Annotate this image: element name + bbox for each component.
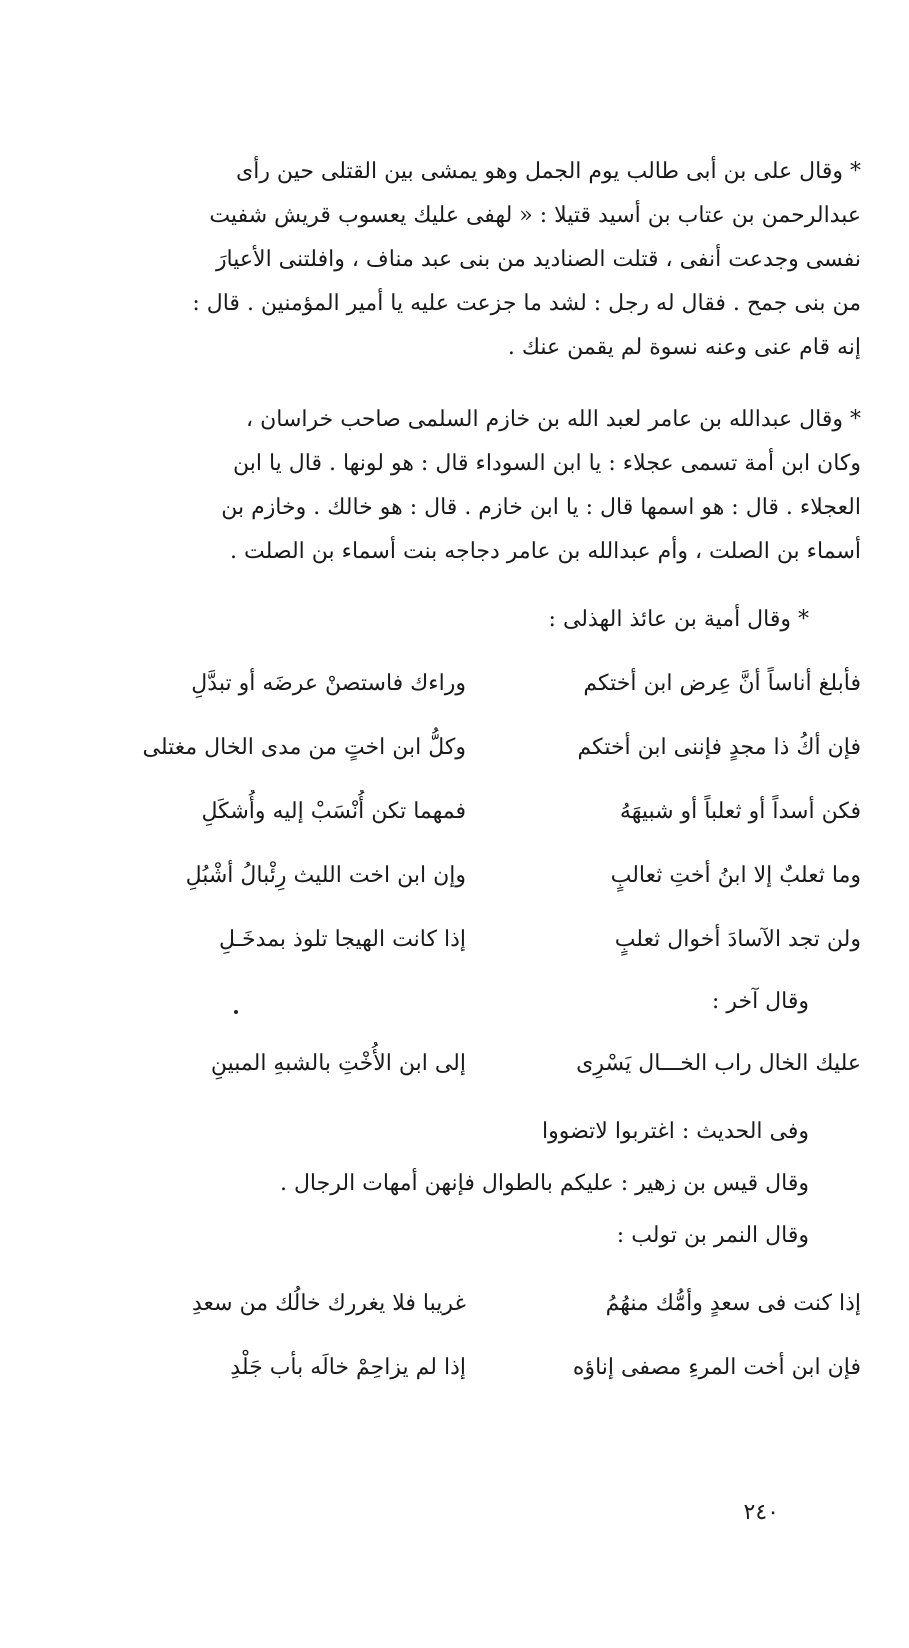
text-line: نفسى وجدعت أنفى ، قتلت الصناديد من بنى عبد مناف ، وافلتنى الأعيارَ	[215, 247, 861, 272]
verse-second-hemistich: فمهما تكن أُنْسَبْ إليه وأُشكَلِ	[201, 799, 466, 824]
poem-intro: وقال آخر :	[711, 989, 809, 1014]
verse-first-hemistich: وما ثعلبٌ إلا ابنُ أختِ ثعالبٍ	[610, 863, 861, 888]
hadith-line: وفى الحديث : اغتربوا لاتضووا	[542, 1119, 809, 1144]
page-number: ٢٤٠	[743, 1500, 779, 1525]
text-line: من بنى جمح . فقال له رجل : لشد ما جزعت عليه يا أمير المؤمنين . قال :	[192, 291, 861, 316]
text-line: * وقال عبدالله بن عامر لعبد الله بن خازم السلمى صاحب خراسان ،	[245, 407, 861, 432]
poem-intro: * وقال أمية بن عائذ الهذلى :	[548, 607, 809, 632]
verse-line	[66, 662, 861, 706]
verse-second-hemistich: إلى ابن الأُخْتِ بالشبهِ المبينِ	[210, 1051, 466, 1076]
verse-second-hemistich: غريبا فلا يغررك خالُك من سعدِ	[191, 1291, 466, 1316]
verse-second-hemistich: إذا لم يزاحِمْ خالَه بأب جَلْدِ	[230, 1355, 466, 1380]
paragraph-ali-jamal	[66, 150, 861, 370]
verse-first-hemistich: عليك الخال راب الخـــال يَسْرِى	[576, 1051, 861, 1076]
verse-line	[66, 1042, 861, 1086]
verse-first-hemistich: إذا كنت فى سعدٍ وأمُّك منهُمُ	[605, 1291, 861, 1316]
verse-line	[66, 854, 861, 898]
verse-first-hemistich: فأبلغ أناساً أنَّ عِرض ابن أختكم	[583, 671, 861, 696]
stray-dot	[234, 1010, 238, 1014]
verse-first-hemistich: فإن ابن أخت المرءِ مصفى إناؤه	[572, 1355, 861, 1380]
verse-second-hemistich: وكلُّ ابن اختٍ من مدى الخال مغتلى	[142, 735, 466, 760]
verse-line	[66, 790, 861, 834]
verse-line	[66, 1346, 861, 1390]
poem-intro: وقال النمر بن تولب :	[616, 1223, 809, 1248]
verse-second-hemistich: وراءك فاستصنْ عرضَه أو تبدَّلِ	[191, 671, 466, 696]
text-line: وكان ابن أمة تسمى عجلاء : يا ابن السوداء قال : هو لونها . قال يا ابن	[232, 451, 861, 476]
verse-line	[66, 918, 861, 962]
text-line: العجلاء . قال : هو اسمها قال : يا ابن خازم . قال : هو خالك . وخازم بن	[221, 495, 861, 520]
qays-line: وقال قيس بن زهير : عليكم بالطوال فإنهن أمهات الرجال .	[279, 1171, 809, 1196]
verse-first-hemistich: ولن تجد الآسادَ أخوال ثعلبٍ	[614, 927, 861, 952]
verse-line	[66, 1282, 861, 1326]
verse-second-hemistich: إذا كانت الهيجا تلوذ بمدخَـلِ	[218, 927, 466, 952]
text-line: إنه قام عنى وعنه نسوة لم يقمن عنك .	[507, 335, 861, 360]
paragraph-abdallah-amir	[66, 398, 861, 574]
text-line: * وقال على بن أبى طالب يوم الجمل وهو يمشى بين القتلى حين رأى	[235, 159, 861, 184]
text-line: أسماء بن الصلت ، وأم عبدالله بن عامر دجاجه بنت أسماء بن الصلت .	[230, 539, 861, 564]
verse-line	[66, 726, 861, 770]
verse-first-hemistich: فكن أسداً أو ثعلباً أو شبيهَهُ	[619, 799, 861, 824]
text-line: عبدالرحمن بن عتاب بن أسيد قتيلا : « لهفى عليك يعسوب قريش شفيت	[209, 203, 861, 228]
verse-second-hemistich: وإن ابن اخت الليث رِئْبالُ أشْبُلِ	[185, 863, 466, 888]
verse-first-hemistich: فإن أكُ ذا مجدٍ فإننى ابن أختكم	[577, 735, 861, 760]
